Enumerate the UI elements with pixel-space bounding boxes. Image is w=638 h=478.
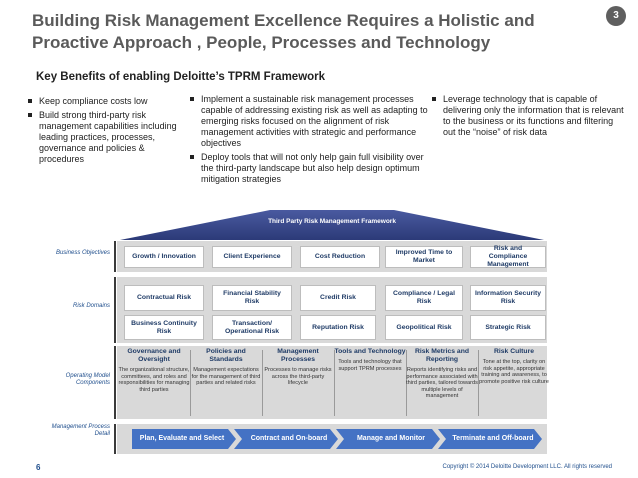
component-policies	[190, 348, 262, 418]
row-divider	[114, 277, 116, 343]
risk-domain-box: Geopolitical Risk	[385, 315, 463, 340]
component-culture	[478, 348, 550, 418]
row-divider	[114, 241, 116, 272]
component-description: Processes to manage risks across the third-party lifecycle	[264, 367, 332, 387]
risk-domain-box: Credit Risk	[300, 285, 376, 311]
component-processes	[262, 348, 334, 418]
process-step-label: Terminate and Off-board	[452, 435, 534, 442]
risk-domain-box: Strategic Risk	[470, 315, 546, 340]
page-title: Building Risk Management Excellence Requires a Holistic and Proactive Approach , People, Processes and Technology	[32, 11, 535, 52]
row-divider	[114, 424, 116, 454]
bullet-item: Leverage technology that is capable of delivering only the information that is relevant to the business or its functions and filtering out the “noise” of risk data	[430, 94, 628, 138]
objective-box: Client Experience	[212, 246, 292, 268]
component-tools	[334, 348, 406, 418]
component-metrics	[406, 348, 478, 418]
component-description: Tools and technology that support TPRM processes	[338, 359, 402, 372]
row-label-objectives: Business Objectives	[55, 250, 110, 256]
process-step-label: Contract and On-board	[250, 435, 328, 442]
bullet-item: Implement a sustainable risk management processes capable of addressing existing risk as well as adapting to emerging risks focused on the alignment of risk management activities with strategic and performance objectives	[188, 94, 430, 149]
objective-box: Cost Reduction	[300, 246, 380, 268]
benefits-column-3	[430, 94, 628, 141]
objective-box: Growth / Innovation	[124, 246, 204, 268]
component-heading: Risk Culture	[493, 348, 535, 355]
benefits-column-2	[188, 94, 430, 188]
component-heading: Tools and Technology	[334, 348, 406, 355]
row-label-process: Management Process Detail	[51, 424, 110, 437]
framework-roof	[120, 210, 544, 240]
component-description: The organizational structure, committees, and roles and responsibilities for managing third parties	[118, 367, 190, 393]
component-heading: Governance and Oversight	[127, 348, 181, 363]
objective-box: Risk and Compliance Management	[470, 246, 546, 268]
risk-domain-box: Information Security Risk	[470, 285, 546, 311]
section-subtitle: Key Benefits of enabling Deloitte’s TPRM Framework	[36, 71, 326, 83]
bullet-item: Build strong third-party risk management capabilities including leading practices, processes, governance and policies & procedures	[26, 110, 186, 165]
risk-domain-box: Transaction/ Operational Risk	[212, 315, 292, 340]
process-step-label: Plan, Evaluate and Select	[139, 435, 225, 442]
component-heading: Policies and Standards	[206, 348, 246, 363]
row-divider	[114, 346, 116, 419]
risk-domain-box: Business Continuity Risk	[124, 315, 204, 340]
component-heading: Risk Metrics and Reporting	[414, 348, 470, 363]
row-label-domains: Risk Domains	[72, 303, 110, 309]
bullet-item: Deploy tools that will not only help gain full visibility over the third-party landscape but also help design optimum mitigation strategies	[188, 152, 430, 185]
risk-domain-box: Contractual Risk	[124, 285, 204, 311]
copyright-notice: Copyright © 2014 Deloitte Development LLC. All rights reserved	[442, 464, 612, 470]
objective-box: Improved Time to Market	[385, 246, 463, 268]
component-description: Reports identifying risks and performance associated with third parties, tailored towards multiple levels of management	[406, 367, 478, 400]
component-heading: Management Processes	[277, 348, 319, 363]
footer-page-number: 6	[36, 463, 41, 472]
page-badge: 3	[606, 6, 626, 26]
bullet-item: Keep compliance costs low	[26, 96, 186, 107]
benefits-column-1	[26, 96, 186, 168]
framework-title: Third Party Risk Management Framework	[268, 218, 396, 225]
component-governance	[118, 348, 190, 418]
component-description: Management expectations for the management of third parties and related risks	[191, 367, 261, 387]
process-step-label: Manage and Monitor	[356, 435, 426, 442]
component-description: Tone at the top, clarity on risk appetite, appropriate training and awareness, to promote positive risk culture	[479, 359, 549, 385]
risk-domain-box: Financial Stability Risk	[212, 285, 292, 311]
risk-domain-box: Reputation Risk	[300, 315, 376, 340]
risk-domain-box: Compliance / Legal Risk	[385, 285, 463, 311]
row-label-components: Operating Model Components	[65, 373, 110, 386]
